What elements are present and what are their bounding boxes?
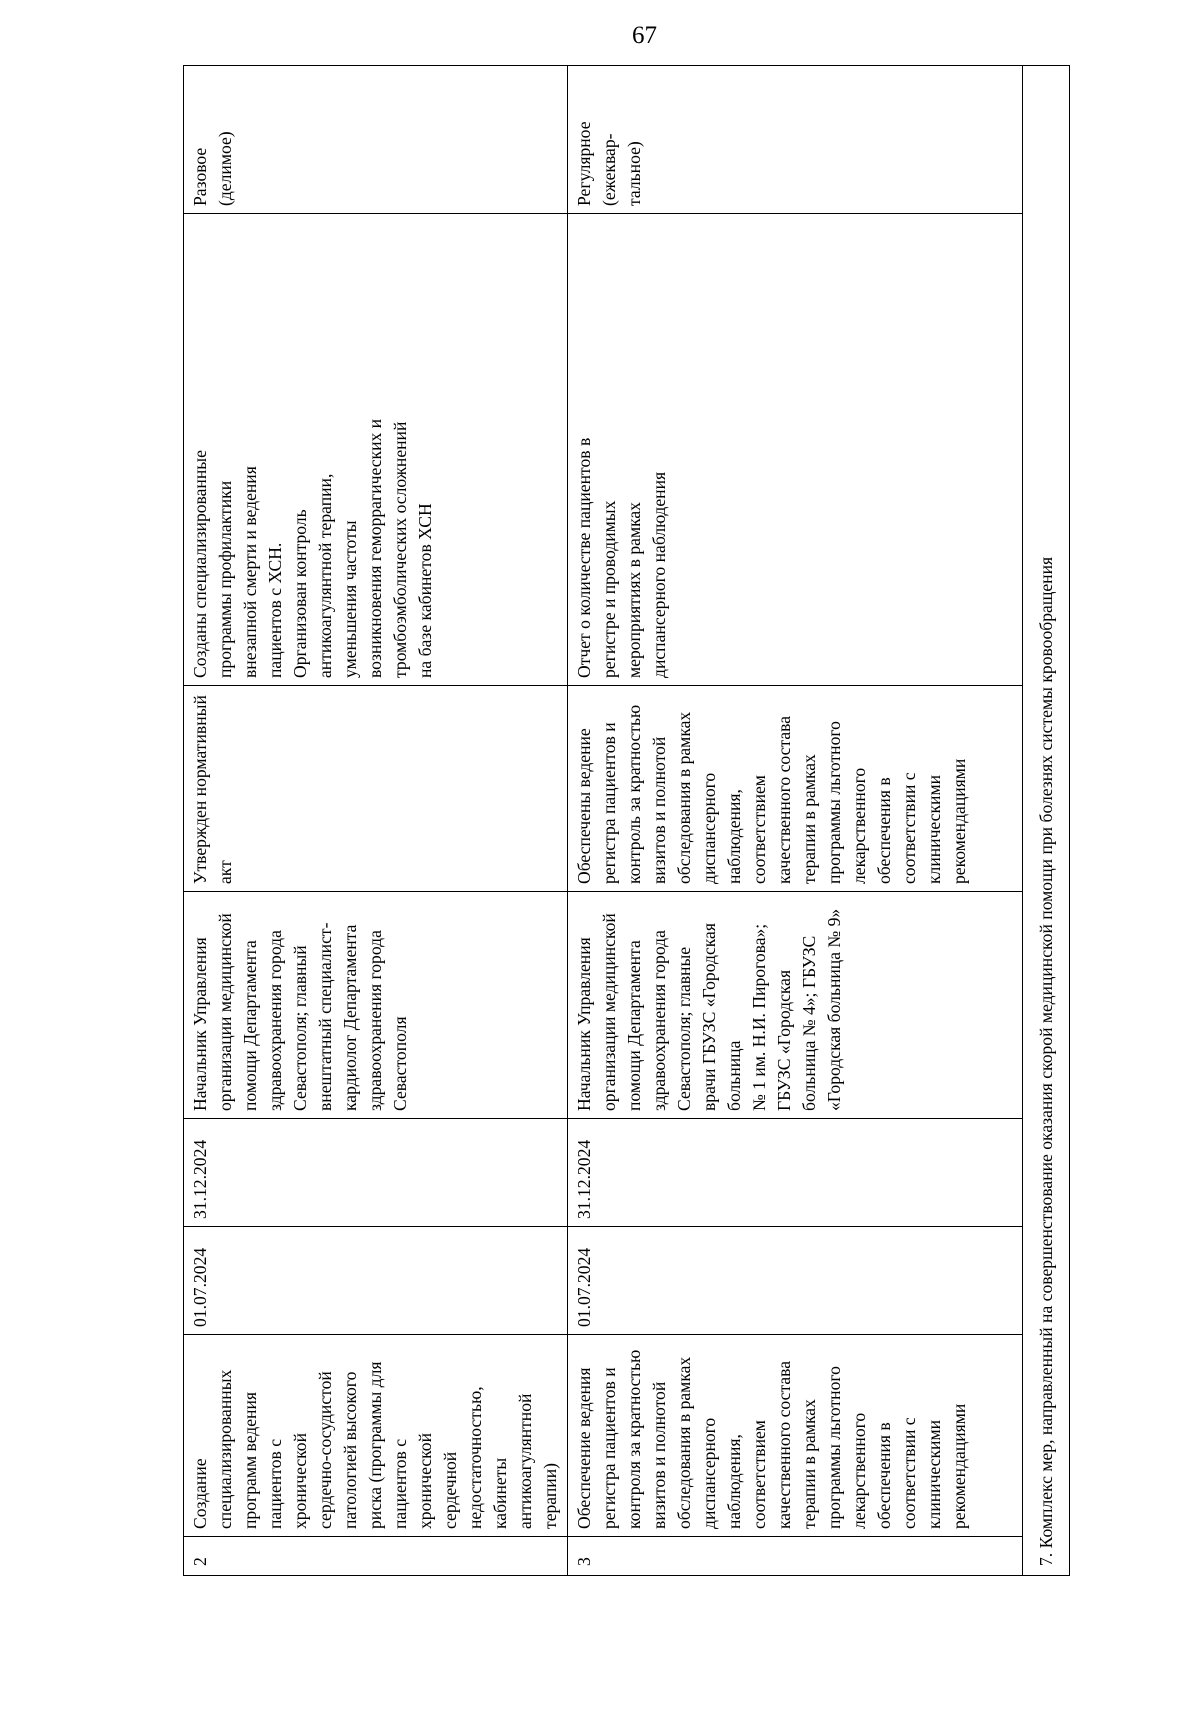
event-text: Обеспечение ведения регистра пациентов и контроля за кратностью визитов и полнотой обследования в рамках диспансерного наблюдения, соответствием качественного состава терапии в рамках программы льготного лекарственного обеспечения в соответствии с клиническими рекомендациями — [574, 1349, 969, 1529]
table-row — [184, 66, 568, 1576]
responsible-text: Начальник Управления организации медицинской помощи Департамента здравоохранения города Севастополя; главный внештатный специалист- кардиолог Департамента здравоохранения города Севастополя — [190, 913, 410, 1111]
indicator-text: Созданы специализированные программы профилактики внезапной смерти и ведения пациентов с ХСН. Организован контроль антикоагулянтной терапии, уменьшения частоты возникновения геморрагических и тромбоэмболических осложнений на базе кабинетов ХСН — [190, 418, 435, 678]
indicator-text: Отчет о количестве пациентов в регистре и проводимых мероприятиях в рамках диспансерного наблюдения — [574, 437, 669, 678]
result-text: Обеспечены ведение регистра пациентов и контроль за кратностью визитов и полнотой обследования в рамках диспансерного наблюдения, соответствием качественного состава терапии в рамках программы льготного лекарственного обеспечения в соответствии с клиническими рекомендациями — [574, 704, 969, 884]
row-number: 3 — [574, 1557, 594, 1566]
responsible-cell — [568, 892, 1023, 1119]
row-number-cell — [568, 1537, 1023, 1576]
end-date: 31.12.2024 — [574, 1139, 594, 1219]
responsible-cell — [184, 892, 568, 1119]
start-date: 01.07.2024 — [190, 1247, 210, 1327]
start-date: 01.07.2024 — [574, 1247, 594, 1327]
rotated-table-container — [183, 66, 1063, 1576]
indicator-cell — [568, 214, 1023, 686]
end-date-cell — [568, 1119, 1023, 1227]
row-number-cell — [184, 1537, 568, 1576]
responsible-text: Начальник Управления организации медицинской помощи Департамента здравоохранения города Севастополя; главные врачи ГБУЗС «Городская больница № 1 им. Н.И. Пирогова»; ГБУЗС «Городская больница № 4»; ГБУЗС «Городская больница № 9» — [574, 908, 844, 1111]
periodicity-text: Регулярное (ежеквар- тальное) — [574, 121, 644, 206]
table-row — [568, 66, 1023, 1576]
periodicity-cell — [184, 66, 568, 214]
action-plan-table — [183, 65, 1070, 1576]
event-cell — [184, 1335, 568, 1537]
indicator-cell — [184, 214, 568, 686]
page-number: 67 — [632, 22, 657, 49]
periodicity-text: Разовое (делимое) — [190, 131, 235, 206]
end-date-cell — [184, 1119, 568, 1227]
section-heading-row — [1023, 66, 1070, 1576]
event-text: Создание специализированных программ ведения пациентов с хронической сердечно-сосудистой патологией высокого риска (программы для пациентов с хронической сердечной недостаточностью, кабинеты антикоагулянтной терапии) — [190, 1361, 560, 1529]
periodicity-cell — [568, 66, 1023, 214]
section-heading-cell — [1023, 66, 1070, 1576]
start-date-cell — [184, 1227, 568, 1335]
result-text: Утвержден нормативный акт — [190, 695, 235, 884]
event-cell — [568, 1335, 1023, 1537]
start-date-cell — [568, 1227, 1023, 1335]
row-number: 2 — [190, 1557, 210, 1566]
end-date: 31.12.2024 — [190, 1139, 210, 1219]
section-heading: 7. Комплекс мер, направленный на совершенствование оказания скорой медицинской помощи при болезнях системы кровообращения — [1035, 556, 1056, 1566]
result-cell — [568, 686, 1023, 892]
result-cell — [184, 686, 568, 892]
